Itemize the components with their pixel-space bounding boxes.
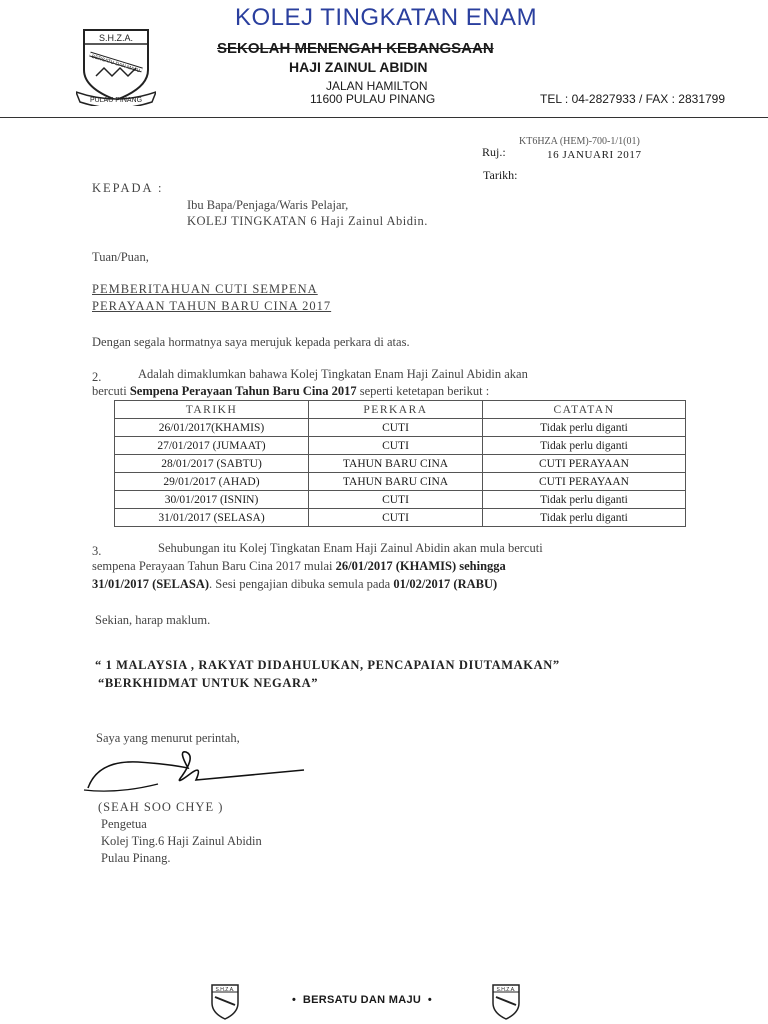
address-line-2: 11600 PULAU PINANG bbox=[310, 92, 436, 106]
cell-note: Tidak perlu diganti bbox=[483, 419, 686, 437]
cell-item: CUTI bbox=[309, 491, 483, 509]
col-header-perkara: PERKARA bbox=[309, 401, 483, 419]
footer-motto: • BERSATU DAN MAJU • bbox=[292, 994, 433, 1006]
para2-line-1: Adalah dimaklumkan bahawa Kolej Tingkatan Enam Haji Zainul Abidin akan bbox=[138, 367, 528, 381]
subject-line-2: PERAYAAN TAHUN BARU CINA 2017 bbox=[92, 299, 332, 313]
ruj-label: Ruj.: bbox=[482, 145, 506, 159]
table-row bbox=[115, 491, 686, 509]
signatory-org: Kolej Ting.6 Haji Zainul Abidin bbox=[101, 834, 262, 848]
cell-item: CUTI bbox=[309, 419, 483, 437]
footer-crest-right bbox=[489, 983, 523, 1021]
cell-date: 27/01/2017 (JUMAAT) bbox=[115, 437, 309, 455]
cell-date: 30/01/2017 (ISNIN) bbox=[115, 491, 309, 509]
footer-crest-left bbox=[208, 983, 242, 1021]
college-title: KOLEJ TINGKATAN ENAM bbox=[235, 4, 538, 31]
table-row bbox=[115, 473, 686, 491]
cell-date: 26/01/2017(KHAMIS) bbox=[115, 419, 309, 437]
motto-line-2: “BERKHIDMAT UNTUK NEGARA” bbox=[98, 676, 319, 690]
footer-crest-initials: S.H.Z.A. bbox=[215, 987, 235, 993]
cell-item: CUTI bbox=[309, 509, 483, 527]
school-name: HAJI ZAINUL ABIDIN bbox=[289, 59, 428, 75]
sign-off: Saya yang menurut perintah, bbox=[96, 731, 240, 745]
ruj-value: KT6HZA (HEM)-700-1/1(01) bbox=[519, 136, 640, 147]
recipient-line-1: Ibu Bapa/Penjaga/Waris Pelajar, bbox=[187, 198, 349, 212]
paragraph-1: Dengan segala hormatnya saya merujuk kepada perkara di atas. bbox=[92, 335, 410, 349]
logo-motto: BERSATU DAN MAJU bbox=[90, 53, 141, 75]
closing: Sekian, harap maklum. bbox=[95, 613, 211, 627]
kepada-label: KEPADA : bbox=[92, 181, 164, 195]
cell-item: CUTI bbox=[309, 437, 483, 455]
tel-fax: TEL : 04-2827933 / FAX : 2831799 bbox=[540, 92, 726, 106]
cell-note: CUTI PERAYAAN bbox=[483, 473, 686, 491]
cell-item: TAHUN BARU CINA bbox=[309, 473, 483, 491]
salutation: Tuan/Puan, bbox=[92, 250, 149, 264]
signatory-name: (SEAH SOO CHYE ) bbox=[98, 800, 224, 814]
address-line-1: JALAN HAMILTON bbox=[326, 79, 428, 93]
footer-crest-initials: S.H.Z.A. bbox=[496, 987, 516, 993]
header-divider bbox=[0, 117, 768, 118]
cell-note: CUTI PERAYAAN bbox=[483, 455, 686, 473]
signatory-title: Pengetua bbox=[101, 817, 147, 831]
para3-line-1: Sehubungan itu Kolej Tingkatan Enam Haji Zainul Abidin akan mula bercuti bbox=[158, 541, 543, 555]
table-row bbox=[115, 455, 686, 473]
school-type-struck: SEKOLAH MENENGAH KEBANGSAAN bbox=[217, 40, 494, 57]
cell-date: 29/01/2017 (AHAD) bbox=[115, 473, 309, 491]
table-row bbox=[115, 419, 686, 437]
school-crest-logo bbox=[76, 26, 156, 106]
para3-line-3: 31/01/2017 (SELASA). Sesi pengajian dibuka semula pada 01/02/2017 (RABU) bbox=[92, 577, 498, 591]
subject-line-1: PEMBERITAHUAN CUTI SEMPENA bbox=[92, 282, 318, 296]
logo-banner-text: PULAU PINANG bbox=[89, 97, 143, 104]
cell-note: Tidak perlu diganti bbox=[483, 491, 686, 509]
cell-date: 31/01/2017 (SELASA) bbox=[115, 509, 309, 527]
table-row bbox=[115, 509, 686, 527]
cell-date: 28/01/2017 (SABTU) bbox=[115, 455, 309, 473]
col-header-tarikh: TARIKH bbox=[115, 401, 309, 419]
letter-date: 16 JANUARI 2017 bbox=[547, 149, 642, 161]
para3-line-2: sempena Perayaan Tahun Baru Cina 2017 mulai 26/01/2017 (KHAMIS) sehingga bbox=[92, 559, 506, 573]
para3-number: 3. bbox=[92, 544, 102, 558]
cell-note: Tidak perlu diganti bbox=[483, 509, 686, 527]
col-header-catatan: CATATAN bbox=[483, 401, 686, 419]
table-row bbox=[115, 437, 686, 455]
motto-line-1: “ 1 MALAYSIA , RAKYAT DIDAHULUKAN, PENCAPAIAN DIUTAMAKAN” bbox=[95, 658, 560, 672]
table-header-row bbox=[115, 401, 686, 419]
holiday-table bbox=[114, 400, 686, 527]
para2-number: 2. bbox=[92, 370, 102, 384]
signatory-place: Pulau Pinang. bbox=[101, 851, 171, 865]
signature-image bbox=[78, 740, 318, 800]
tarikh-label: Tarikh: bbox=[483, 168, 518, 182]
para2-line-2: bercuti Sempena Perayaan Tahun Baru Cina 2017 seperti ketetapan berikut : bbox=[92, 384, 490, 398]
logo-initials: S.H.Z.A. bbox=[98, 33, 134, 43]
cell-item: TAHUN BARU CINA bbox=[309, 455, 483, 473]
recipient-line-2: KOLEJ TINGKATAN 6 Haji Zainul Abidin. bbox=[187, 214, 428, 228]
cell-note: Tidak perlu diganti bbox=[483, 437, 686, 455]
